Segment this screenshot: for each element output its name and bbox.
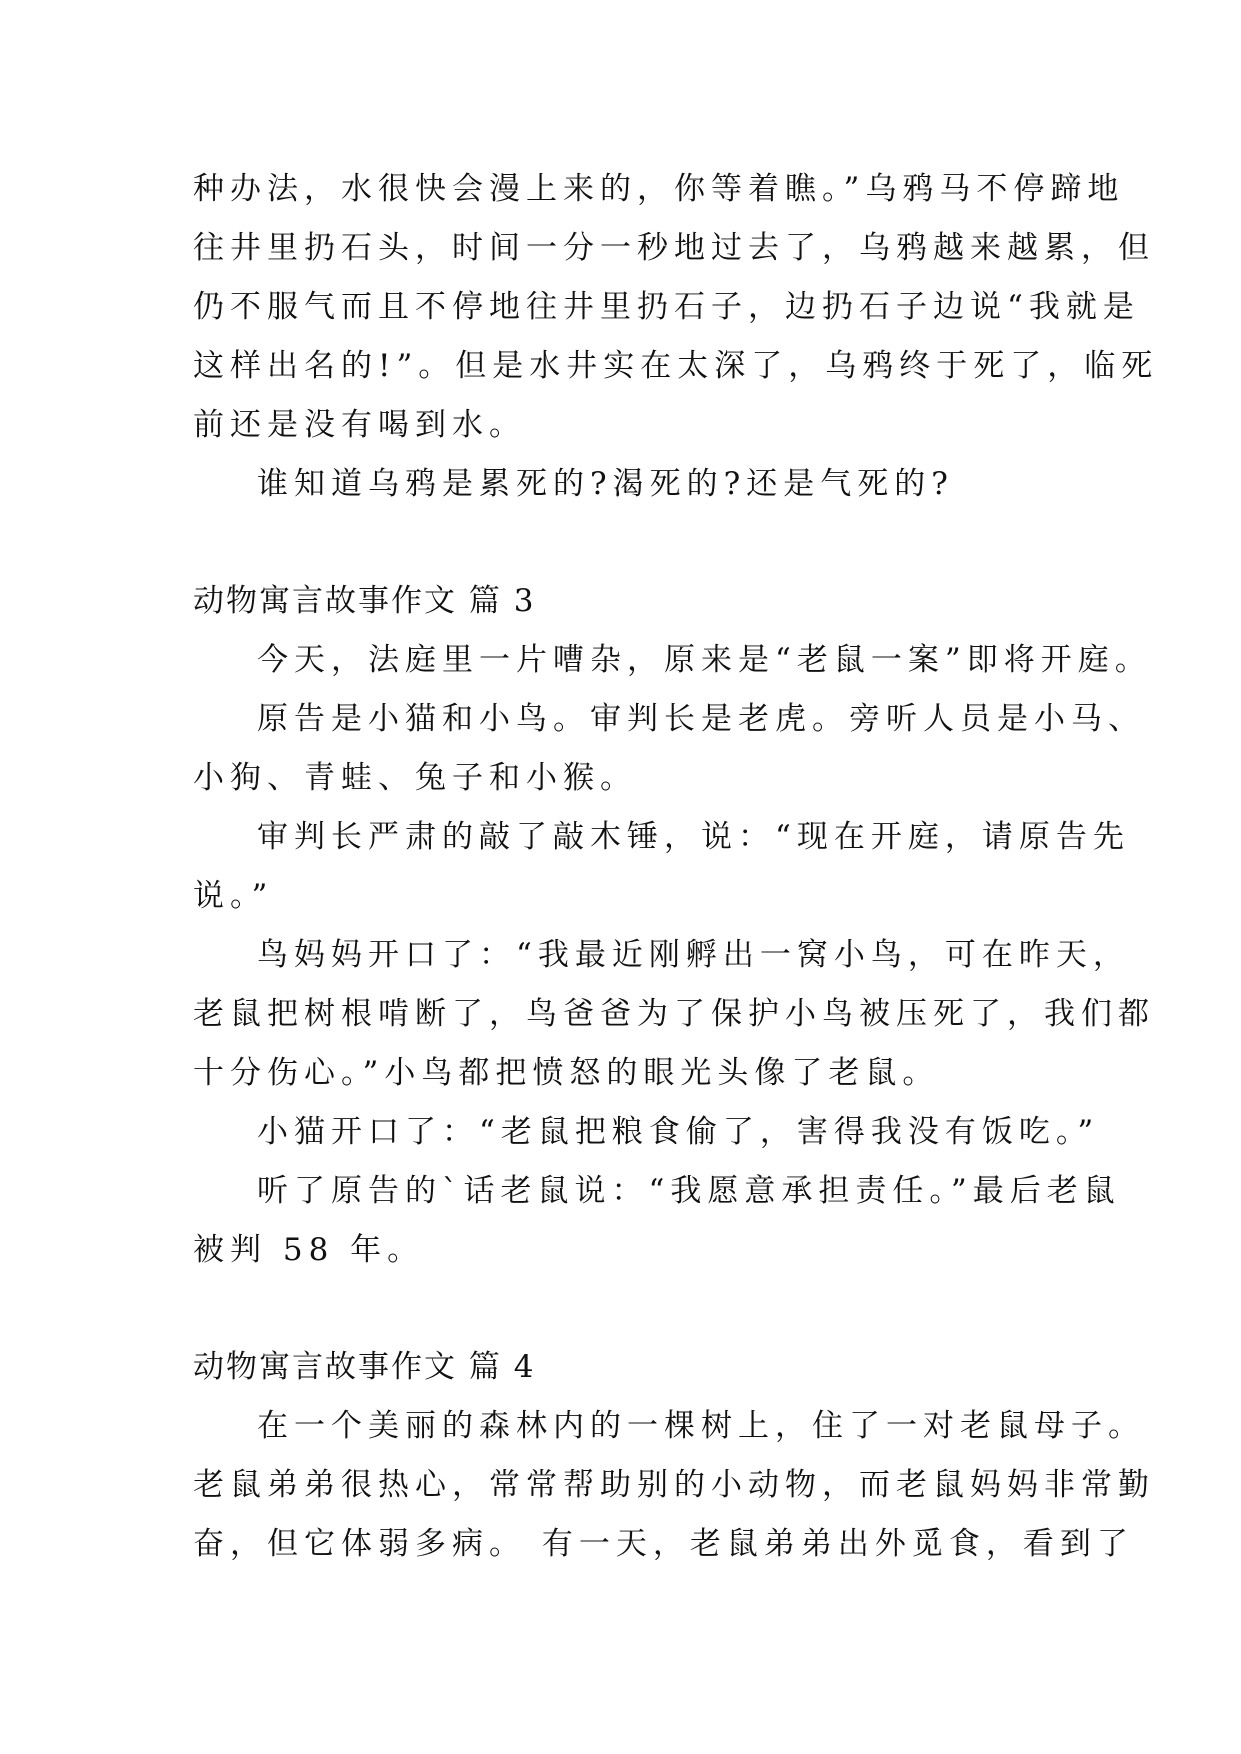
- paragraph-line: 小猫开口了：“老鼠把粮食偷了，害得我没有饭吃。”: [257, 1114, 1100, 1150]
- paragraph-line: 在一个美丽的森林内的一棵树上，住了一对老鼠母子。: [257, 1408, 1145, 1444]
- paragraph-line: 前还是没有喝到水。: [193, 407, 526, 443]
- paragraph-line: 这样出名的!”。但是水井实在太深了，乌鸦终于死了，临死: [193, 348, 1159, 384]
- paragraph-line: 谁知道乌鸦是累死的?渴死的?还是气死的?: [257, 466, 954, 502]
- section-spacer: [193, 1280, 1073, 1338]
- paragraph-line: 今天，法庭里一片嘈杂，原来是“老鼠一案”即将开庭。: [257, 642, 1152, 678]
- paragraph-line: 奋，但它体弱多病。 有一天，老鼠弟弟出外觅食，看到了: [193, 1526, 1134, 1562]
- paragraph-line: 听了原告的`话老鼠说：“我愿意承担责任。”最后老鼠: [257, 1173, 1121, 1209]
- document-page: [193, 160, 1159, 1574]
- section-heading: 动物寓言故事作文 篇 4: [193, 1349, 536, 1385]
- paragraph-line: 说。”: [193, 878, 274, 914]
- paragraph-line: 老鼠把树根啃断了，鸟爸爸为了保护小鸟被压死了，我们都: [193, 996, 1155, 1032]
- paragraph-line: 原告是小猫和小鸟。审判长是老虎。旁听人员是小马、: [257, 701, 1145, 737]
- paragraph-line: 老鼠弟弟很热心，常常帮助别的小动物，而老鼠妈妈非常勤: [193, 1467, 1155, 1503]
- paragraph-line: 十分伤心。”小鸟都把愤怒的眼光头像了老鼠。: [193, 1055, 940, 1091]
- paragraph-line: 被判 58 年。: [193, 1232, 425, 1268]
- paragraph-line: 审判长严肃的敲了敲木锤，说：“现在开庭，请原告先: [257, 819, 1130, 855]
- paragraph-line: 仍不服气而且不停地往井里扔石子，边扔石子边说“我就是: [193, 289, 1140, 325]
- section-spacer: [193, 514, 1073, 572]
- paragraph-line: 往井里扔石头，时间一分一秒地过去了，乌鸦越来越累，但: [193, 230, 1155, 266]
- paragraph-line: 鸟妈妈开口了：“我最近刚孵出一窝小鸟，可在昨天，: [257, 937, 1130, 973]
- paragraph-line: 小狗、青蛙、兔子和小猴。: [193, 760, 637, 796]
- section-heading: 动物寓言故事作文 篇 3: [193, 583, 536, 619]
- paragraph-line: 种办法，水很快会漫上来的，你等着瞧。”乌鸦马不停蹄地: [193, 171, 1125, 207]
